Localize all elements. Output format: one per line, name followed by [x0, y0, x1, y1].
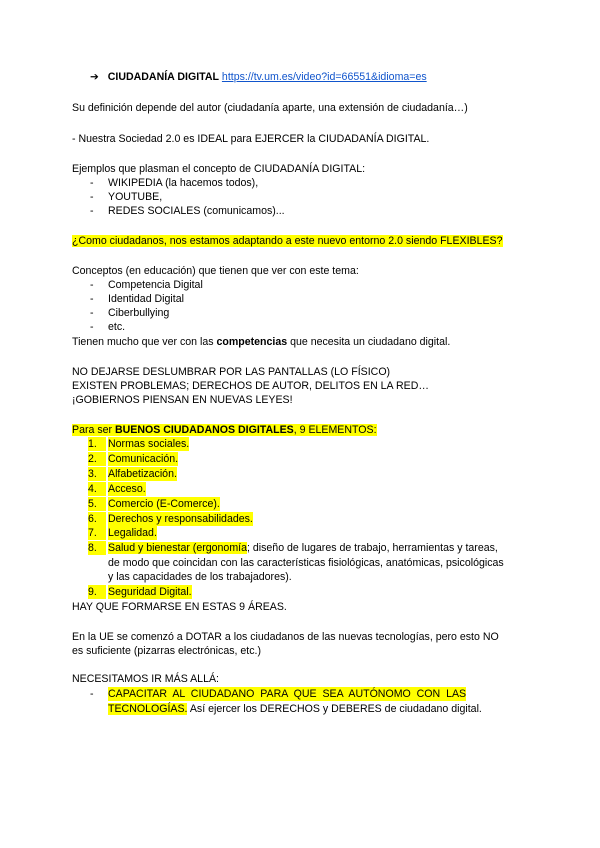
dash-bullet: -: [90, 205, 94, 217]
dash-bullet: -: [90, 321, 94, 333]
dash-bullet: -: [90, 177, 94, 189]
definition-text: Su definición depende del autor (ciudadanía aparte, una extensión de ciudadanía…): [72, 102, 468, 114]
document-page: ➔ CIUDADANÍA DIGITAL https://tv.um.es/video?id=66551&idioma=es Su definición depende del autor (ciudadanía aparte, una extensión de ciudadanía…) - Nuestra Sociedad 2.0 es IDEAL para EJERCER la CIUDADANÍA DIGITAL. Ejemplos que plasman el concepto de CIUDADANÍA DIGITAL: - WIKIPEDIA (la hacemos todos), - YOUTUBE, - REDES SOCIALES (comunicamos)... ¿Como ciudadanos, nos estamos adaptando a este nuevo entorno 2.0 siendo FLEXIBLES? Conceptos (en educación) que tienen que ver con este tema: - Competencia Digital - Identidad Digital - Ciberbullying - etc. Tienen mucho que ver con las competencias que necesita un ciudadano digital. NO DEJARSE DESLUMBRAR POR LAS PANTALLAS (LO FÍSICO) EXISTEN PROBLEMAS; DERECHOS DE AUTOR, DELITOS EN LA RED… ¡GOBIERNOS PIENSAN EN NUEVAS LEYES! Para ser BUENOS CIUDADANOS DIGITALES, 9 ELEMENTOS: 1. Normas sociales. 2. Comunicación. 3. Alfabetización. 4. Acceso. 5. Comercio (E-Comerce). 6. Derechos y responsabilidades. 7. Legalidad. 8. Salud y bienestar (ergonomía; diseño de lugares de trabajo, herramientas y tareas, de modo que coincidan con las características fisiológicas, anatómicas, psicológicas y las capacidades de los trabajadores). 9. Seguridad Digital. HAY QUE FORMARSE EN ESTAS 9 ÁREAS. En la UE se comenzó a DOTAR a los ciudadanos de las nuevas tecnologías, pero esto NO es suficiente (pizarras electrónicas, etc.) NECESITAMOS IR MÁS ALLÁ: - CAPACITAR AL CIUDADANO PARA QUE SEA AUTÓNOMO CON LAS TECNOLOGÍAS. Así ejercer los DERECHOS y DEBERES de ciudadano digital.: [72, 71, 504, 715]
concepts-outro: Tienen mucho que ver con las competencias que necesita un ciudadano digital.: [72, 336, 451, 348]
concepts-intro: Conceptos (en educación) que tienen que ver con este tema:: [72, 265, 359, 277]
question-text: ¿Como ciudadanos, nos estamos adaptando a este nuevo entorno 2.0 siendo FLEXIBLES?: [72, 235, 503, 247]
dash-bullet: -: [90, 688, 94, 700]
dash-bullet: -: [90, 293, 94, 305]
item-continuation: de modo que coincidan con las características fisiológicas, anatómicas, psicológicas: [108, 557, 504, 569]
warning-line: ¡GOBIERNOS PIENSAN EN NUEVAS LEYES!: [72, 394, 293, 406]
item-continuation: y las capacidades de los trabajadores).: [108, 571, 292, 583]
item-continuation: TECNOLOGÍAS. Así ejercer los DERECHOS y DEBERES de ciudadano digital.: [108, 703, 482, 715]
beyond-intro: NECESITAMOS IR MÁS ALLÁ:: [72, 673, 219, 685]
dash-bullet: -: [90, 307, 94, 319]
heading-line: [90, 70, 427, 84]
video-link[interactable]: https://tv.um.es/video?id=66551&idioma=es: [221, 71, 427, 83]
arrow-icon: ➔: [90, 71, 99, 83]
good-citizens-outro: HAY QUE FORMARSE EN ESTAS 9 ÁREAS.: [72, 601, 287, 613]
dash-bullet: -: [90, 279, 94, 291]
society-text: - Nuestra Sociedad 2.0 es IDEAL para EJERCER la CIUDADANÍA DIGITAL.: [72, 133, 430, 145]
heading-title: CIUDADANÍA DIGITAL: [107, 71, 219, 83]
dash-bullet: -: [90, 191, 94, 203]
eu-text-line: es suficiente (pizarras electrónicas, etc.): [72, 645, 261, 657]
warning-line: EXISTEN PROBLEMAS; DERECHOS DE AUTOR, DELITOS EN LA RED…: [72, 380, 429, 392]
examples-intro: Ejemplos que plasman el concepto de CIUDADANÍA DIGITAL:: [72, 163, 366, 175]
eu-text-line: En la UE se comenzó a DOTAR a los ciudadanos de las nuevas tecnologías, pero esto NO: [72, 631, 499, 643]
good-citizens-intro: Para ser BUENOS CIUDADANOS DIGITALES, 9 ELEMENTOS:: [72, 424, 377, 436]
warning-line: NO DEJARSE DESLUMBRAR POR LAS PANTALLAS (LO FÍSICO): [72, 366, 391, 378]
